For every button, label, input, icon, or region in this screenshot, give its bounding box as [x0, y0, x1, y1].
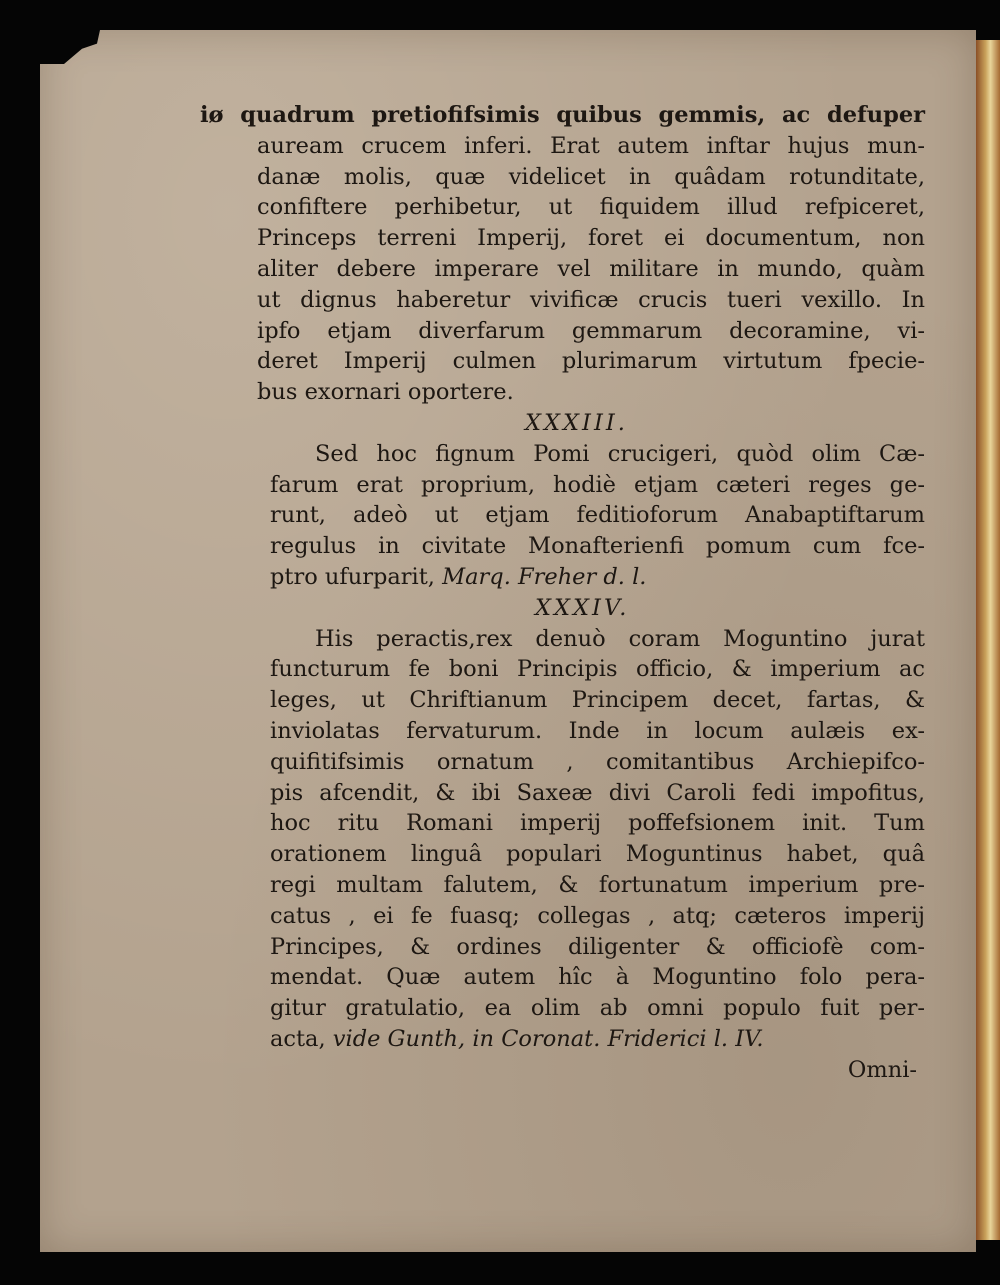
page-edge: [976, 40, 1000, 1240]
text-line: deret Imperij culmen plurimarum virtutum fpecie-: [257, 348, 925, 375]
text-segment: ptro ufurparit,: [270, 563, 435, 590]
citation: vide Gunth, in Coronat. Friderici l. IV.: [332, 1025, 764, 1052]
text-line: His peractis,rex denuò coram Moguntino jurat: [315, 625, 925, 652]
text-line: Sed hoc fignum Pomi crucigeri, quòd olim Cæ-: [315, 440, 925, 467]
text-line: confiftere perhibetur, ut fiquidem illud refpiceret,: [257, 194, 925, 221]
text-line: regi multam falutem, & fortunatum imperium pre-: [270, 871, 925, 898]
text-line: auream crucem inferi. Erat autem inftar hujus mun-: [257, 132, 925, 159]
text-line: [210, 1024, 925, 1055]
text-line: inviolatas fervaturum. Inde in locum aulæis ex-: [270, 717, 925, 744]
section-heading: XXXIII.: [525, 409, 628, 436]
text-line: danæ molis, quæ videlicet in quâdam rotunditate,: [257, 163, 925, 190]
text-line: gitur gratulatio, ea olim ab omni populo fuit per-: [270, 995, 925, 1022]
text-line: Principes, & ordines diligenter & officiofè com-: [270, 933, 925, 960]
text-line: [210, 562, 925, 593]
text-segment: acta,: [270, 1025, 326, 1052]
text-line: iø quadrum pretiofifsimis quibus gemmis, ac defuper: [200, 102, 925, 128]
text-line: ut dignus haberetur vivificæ crucis tueri vexillo. In: [257, 286, 925, 313]
text-line: bus exornari oportere.: [257, 379, 514, 406]
page-text: [200, 100, 925, 1086]
text-line: Princeps terreni Imperij, foret ei documentum, non: [257, 225, 925, 252]
text-line: hoc ritu Romani imperij poffefsionem init. Tum: [270, 810, 925, 837]
text-line: functurum fe boni Principis officio, & imperium ac: [270, 656, 925, 683]
text-line: orationem linguâ populari Moguntinus habet, quâ: [270, 841, 925, 868]
text-line: runt, adeò ut etjam feditioforum Anabaptiftarum: [270, 502, 925, 529]
text-line: quifitifsimis ornatum , comitantibus Archiepifco-: [270, 748, 925, 775]
text-line: leges, ut Chriftianum Principem decet, fartas, &: [270, 687, 925, 714]
section-heading: XXXIV.: [535, 594, 630, 621]
text-line: mendat. Quæ autem hîc à Moguntino folo pera-: [270, 964, 925, 991]
text-line: pis afcendit, & ibi Saxeæ divi Caroli fedi impofitus,: [270, 779, 925, 806]
citation: Marq. Freher d. l.: [442, 563, 647, 590]
text-line: ipfo etjam diverfarum gemmarum decoramine, vi-: [257, 317, 925, 344]
text-line: regulus in civitate Monafterienfi pomum cum fce-: [270, 533, 925, 560]
text-line: farum erat proprium, hodiè etjam cæteri reges ge-: [270, 471, 925, 498]
catchword: Omni-: [847, 1056, 917, 1083]
text-line: catus , ei fe fuasq; collegas , atq; cæteros imperij: [270, 902, 925, 929]
text-line: aliter debere imperare vel militare in mundo, quàm: [257, 255, 925, 282]
